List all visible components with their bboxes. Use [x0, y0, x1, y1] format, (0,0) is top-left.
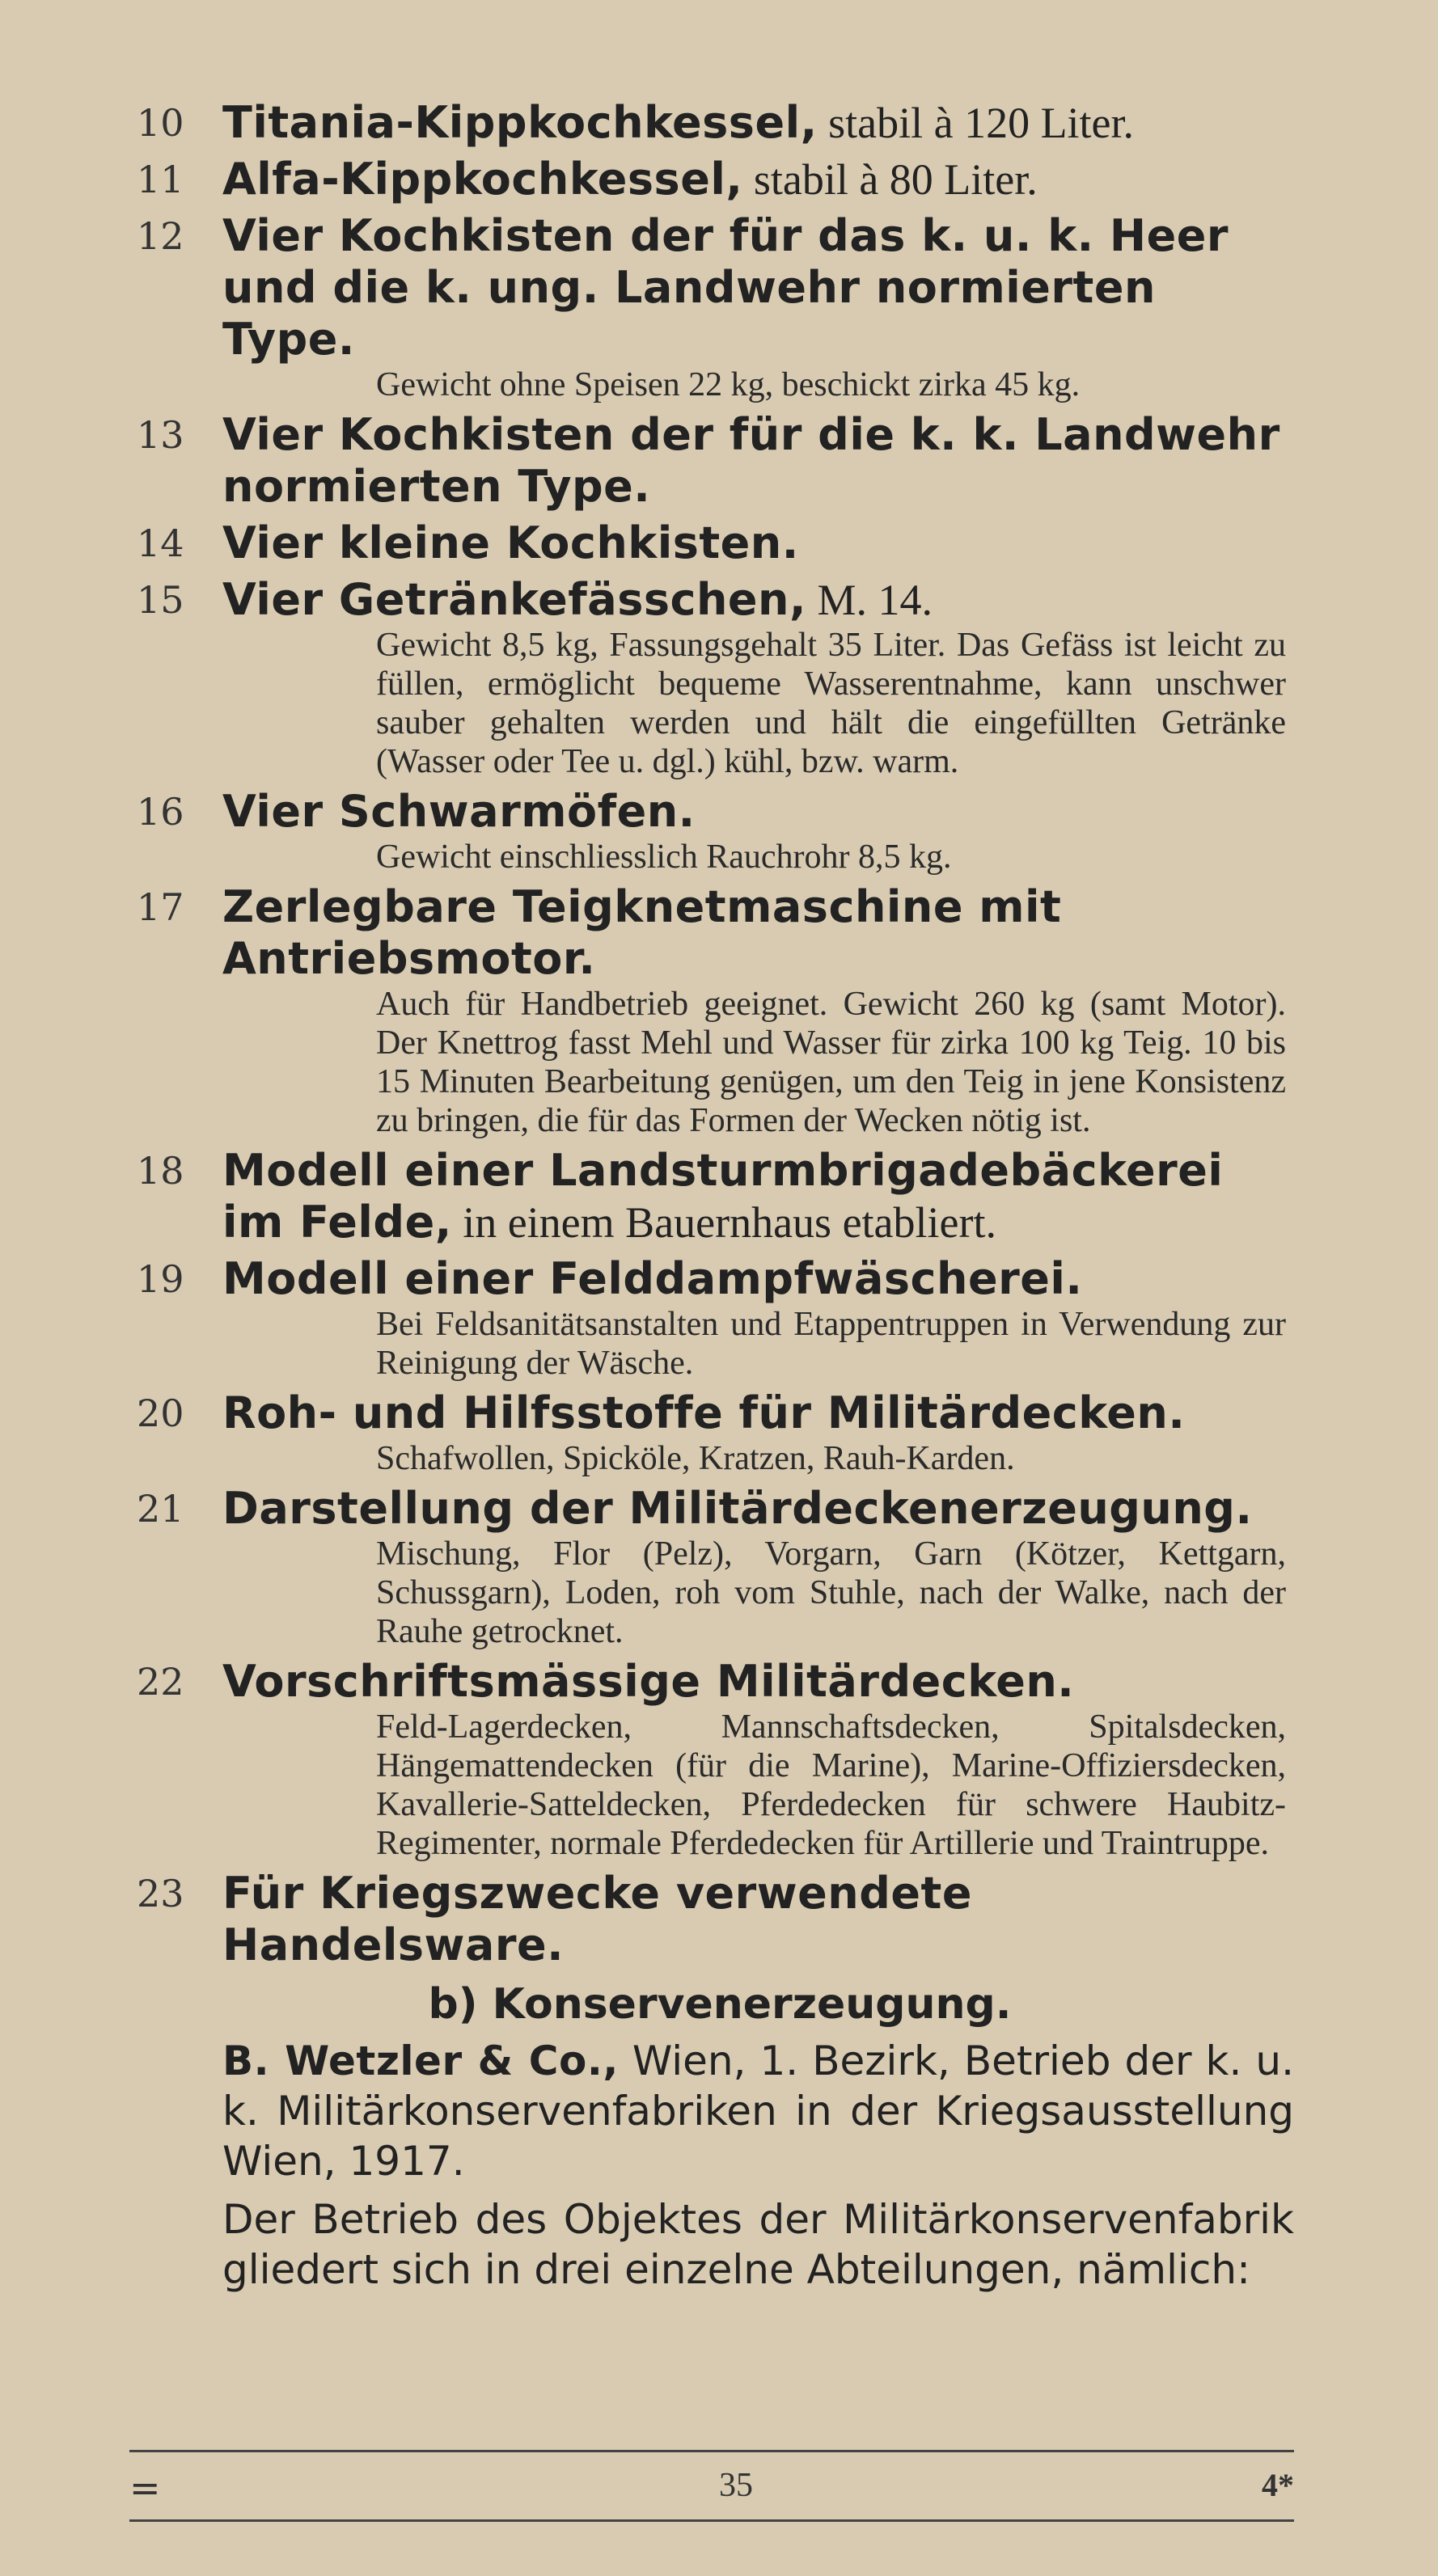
catalog-entry — [137, 1656, 1294, 1863]
entry-title: Modell einer Landsturmbrigadebäckerei im Felde, — [222, 1145, 1224, 1248]
entry-description: Mischung, Flor (Pelz), Vorgarn, Garn (Kötzer, Kettgarn, Schussgarn), Loden, roh vom Stuhle, nach der Walke, nach der Rauhe getrocknet. — [376, 1535, 1286, 1650]
entry-rest: in einem Bauernhaus etabliert. — [451, 1198, 996, 1247]
entry-description: Bei Feldsanitätsanstalten und Etappentruppen in Verwendung zur Reinigung der Wäsche. — [376, 1306, 1286, 1382]
entry-title: Vier Kochkisten der für das k. u. k. Heer und die k. ung. Landwehr normierten Type. — [222, 210, 1229, 365]
catalog-entry — [137, 409, 1294, 513]
entry-number: 17 — [137, 885, 184, 929]
entry-number: 12 — [137, 214, 184, 258]
entry-title: Roh- und Hilfsstoffe für Militärdecken. — [222, 1387, 1186, 1438]
entry-title: Vier kleine Kochkisten. — [222, 517, 799, 568]
entry-number: 19 — [137, 1257, 184, 1301]
entry-number: 21 — [137, 1487, 184, 1531]
entry-rest: stabil à 120 Liter. — [817, 99, 1135, 147]
company-details: Wien, 1. Bezirk, Betrieb der k. u. k. Militärkonservenfabriken in der Kriegsausstellung Wien, 1917. — [222, 2038, 1294, 2185]
entry-description: Gewicht 8,5 kg, Fassungsgehalt 35 Liter. Das Gefäss ist leicht zu füllen, ermöglicht bequeme Wasserentnahme, kann unschwer sauber gehalten werden und hält die eingefüllten Getränke (Wasser oder Tee u. dgl.) kühl, bzw. warm. — [376, 627, 1286, 780]
entry-rest: stabil à 80 Liter. — [742, 155, 1038, 204]
entry-title: Vier Kochkisten der für die k. k. Landwehr normierten Type. — [222, 409, 1280, 512]
footer-rule-bottom — [129, 2519, 1294, 2522]
entry-number: 18 — [137, 1149, 184, 1193]
catalog-entry — [137, 517, 1294, 569]
footer-double-dash: = — [129, 2466, 161, 2510]
section-paragraph: Der Betrieb des Objektes der Militärkonservenfabrik gliedert sich in drei einzelne Abteilungen, nämlich: — [222, 2196, 1294, 2293]
entry-description: Feld-Lagerdecken, Mannschaftsdecken, Spitalsdecken, Hängemattendecken (für die Marine), Marine-Offiziersdecken, Kavallerie-Satteldecken, Pferdedecken für schwere Haubitz-Regimenter, normale Pferdedecken für Artillerie und Traintruppe. — [376, 1708, 1286, 1862]
entry-title: Vier Schwarmöfen. — [222, 786, 696, 837]
entry-title: Für Kriegszwecke verwendete Handelsware. — [222, 1868, 972, 1970]
section-paragraph — [222, 2036, 1294, 2186]
catalog-entry — [137, 1253, 1294, 1383]
entry-number: 20 — [137, 1391, 184, 1435]
catalog-entry — [137, 1483, 1294, 1651]
catalog-entry — [137, 574, 1294, 781]
company-name: B. Wetzler & Co., — [222, 2038, 619, 2084]
entry-number: 15 — [137, 578, 184, 622]
catalog-entries — [137, 97, 1294, 2303]
entry-number: 11 — [137, 158, 184, 201]
entry-title: Alfa-Kippkochkessel, — [222, 154, 743, 205]
catalog-entry — [137, 786, 1294, 876]
section-heading: b) Konservenerzeugung. — [428, 1980, 1012, 2029]
entry-number: 22 — [137, 1660, 184, 1704]
catalog-entry — [137, 210, 1294, 404]
entry-description: Schafwollen, Spicköle, Kratzen, Rauh-Karden. — [376, 1440, 1015, 1477]
page-number: 35 — [719, 2467, 753, 2504]
entry-title: Darstellung der Militärdeckenerzeugung. — [222, 1483, 1253, 1534]
entry-description: Gewicht einschliesslich Rauchrohr 8,5 kg. — [376, 838, 952, 876]
entry-title: Titania-Kippkochkessel, — [222, 97, 818, 148]
entry-title: Modell einer Felddampfwäscherei. — [222, 1253, 1083, 1304]
catalog-entry — [137, 154, 1294, 205]
entry-title: Zerlegbare Teigknetmaschine mit Antriebsmotor. — [222, 881, 1062, 984]
catalog-entry — [137, 1387, 1294, 1478]
catalog-entry — [137, 1868, 1294, 1971]
entry-title: Vorschriftsmässige Militärdecken. — [222, 1656, 1075, 1707]
signature-mark: 4* — [1262, 2467, 1294, 2503]
catalog-entry — [137, 1145, 1294, 1248]
entry-number: 10 — [137, 101, 184, 145]
entry-title: Vier Getränkefässchen, — [222, 574, 807, 625]
entry-rest: M. 14. — [806, 576, 933, 624]
footer-rule-top — [129, 2450, 1294, 2452]
entry-number: 13 — [137, 413, 184, 457]
catalog-entry — [137, 97, 1294, 149]
entry-number: 23 — [137, 1872, 184, 1915]
entry-number: 16 — [137, 790, 184, 834]
entry-number: 14 — [137, 522, 184, 565]
entry-description: Auch für Handbetrieb geeignet. Gewicht 260 kg (samt Motor). Der Knettrog fasst Mehl und Wasser für zirka 100 kg Teig. 10 bis 15 Minuten Bearbeitung genügen, um den Teig in jene Konsistenz zu bringen, die für das Formen der Wecken nötig ist. — [376, 986, 1286, 1139]
catalog-entry — [137, 881, 1294, 1140]
entry-description: Gewicht ohne Speisen 22 kg, beschickt zirka 45 kg. — [376, 366, 1081, 403]
